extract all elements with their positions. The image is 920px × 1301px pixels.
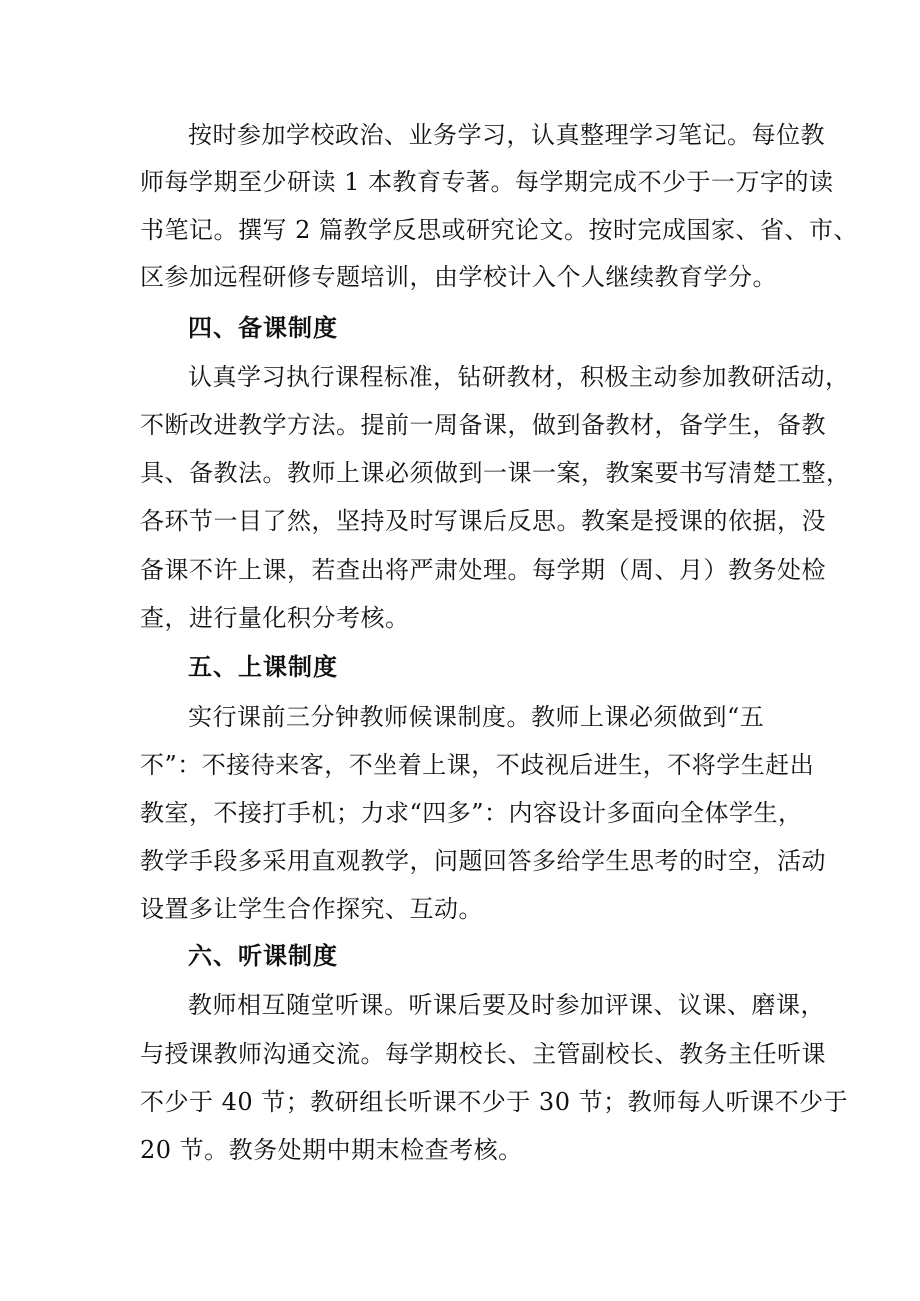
paragraph-line: 区参加远程研修专题培训，由学校计入个人继续教育学分。: [140, 263, 777, 291]
paragraph-line: 不”：不接待来客，不坐着上课，不歧视后进生，不将学生赶出: [140, 751, 815, 779]
section-heading-teaching: 五、上课制度: [188, 653, 338, 681]
paragraph-line: 教师相互随堂听课。听课后要及时参加评课、议课、磨课，: [188, 991, 825, 1019]
paragraph-line: 各环节一目了然，坚持及时写课后反思。教案是授课的依据，没: [140, 507, 826, 535]
paragraph-line: 按时参加学校政治、业务学习，认真整理学习笔记。每位教: [188, 121, 825, 149]
paragraph-line: 查，进行量化积分考核。: [140, 604, 410, 632]
paragraph-line: 具、备教法。教师上课必须做到一课一案，教案要书写清楚工整，: [140, 459, 851, 487]
paragraph-line: 师每学期至少研读 1 本教育专著。每学期完成不少于一万字的读: [140, 168, 834, 196]
section-heading-lesson-prep: 四、备课制度: [188, 314, 338, 342]
section-heading-observation: 六、听课制度: [188, 942, 338, 970]
paragraph-line: 实行课前三分钟教师候课制度。教师上课必须做到“五: [188, 703, 765, 731]
paragraph-line: 备课不许上课，若查出将严肃处理。每学期（周、月）教务处检: [140, 556, 826, 584]
paragraph-line: 书笔记。撰写 2 篇教学反思或研究论文。按时完成国家、省、市、: [140, 216, 859, 244]
paragraph-line: 认真学习执行课程标准，钻研教材，积极主动参加教研活动，: [188, 363, 850, 391]
paragraph-line: 设置多让学生合作探究、互动。: [140, 895, 483, 923]
paragraph-line: 不断改进教学方法。提前一周备课，做到备教材，备学生，备教: [140, 411, 826, 439]
paragraph-line: 不少于 40 节；教研组长听课不少于 30 节；教师每人听课不少于: [140, 1088, 849, 1116]
paragraph-line: 教学手段多采用直观教学，问题回答多给学生思考的时空，活动: [140, 847, 826, 875]
paragraph-line: 20 节。教务处期中期末检查考核。: [140, 1136, 523, 1164]
paragraph-line: 与授课教师沟通交流。每学期校长、主管副校长、教务主任听课: [140, 1040, 826, 1068]
paragraph-line: 教室，不接打手机；力求“四多”：内容设计多面向全体学生，: [140, 799, 803, 827]
